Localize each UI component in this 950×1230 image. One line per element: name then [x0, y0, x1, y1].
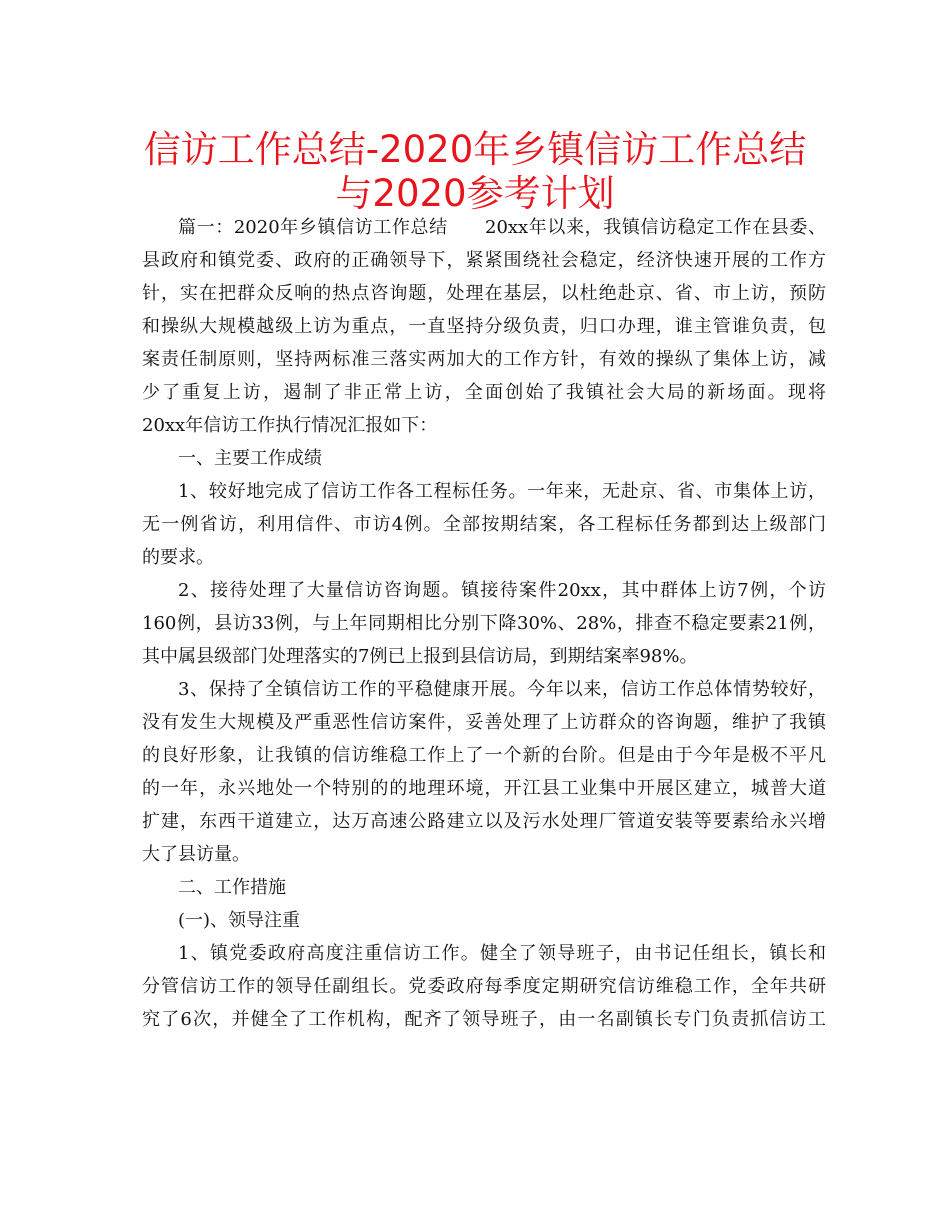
body-text-line: 1、镇党委政府高度注重信访工作。健全了领导班子，由书记任组长，镇长和	[178, 943, 826, 964]
body-text-line: 3、保持了全镇信访工作的平稳健康开展。今年以来，信访工作总体情势较好，	[178, 679, 826, 700]
body-text-line: 一、主要工作成绩	[178, 448, 322, 469]
body-text-line: 没有发生大规模及严重恶性信访案件，妥善处理了上访群众的咨询题，维护了我镇	[142, 712, 826, 733]
body-text-line: 二、工作措施	[178, 877, 286, 898]
body-text-line: 的一年，永兴地处一个特别的的地理环境，开江县工业集中开展区建立，城普大道	[142, 778, 826, 799]
body-text-line: 县政府和镇党委、政府的正确领导下，紧紧围绕社会稳定，经济快速开展的工作方	[142, 250, 826, 271]
body-text-line: 大了县访量。	[142, 844, 250, 865]
body-text-line: 案责任制原则，坚持两标准三落实两加大的工作方针，有效的操纵了集体上访，减	[142, 349, 826, 370]
body-text-line: 其中属县级部门处理落实的7例已上报到县信访局，到期结案率98%。	[142, 646, 698, 667]
body-text-line: 究了6次，并健全了工作机构，配齐了领导班子，由一名副镇长专门负责抓信访工	[142, 1009, 826, 1030]
body-text-line: 和操纵大规模越级上访为重点，一直坚持分级负责，归口办理，谁主管谁负责，包	[142, 316, 826, 337]
body-text-line: 少了重复上访，遏制了非正常上访，全面创始了我镇社会大局的新场面。现将	[142, 382, 826, 403]
body-text-line: 无一例省访，利用信件、市访4例。全部按期结案，各工程标任务都到达上级部门	[142, 514, 826, 535]
body-text-line: 扩建，东西干道建立，达万高速公路建立以及污水处理厂管道安装等要素给永兴增	[142, 811, 826, 832]
body-text-line: 分管信访工作的领导任副组长。党委政府每季度定期研究信访维稳工作，全年共研	[142, 976, 826, 997]
body-text-line: 的良好形象，让我镇的信访维稳工作上了一个新的台阶。但是由于今年是极不平凡	[142, 745, 826, 766]
body-text-line: 篇一：2020年乡镇信访工作总结 20xx年以来，我镇信访稳定工作在县委、	[178, 217, 826, 238]
body-text-line: 针，实在把群众反响的热点咨询题，处理在基层，以杜绝赴京、省、市上访，预防	[142, 283, 826, 304]
body-text-line: 160例，县访33例，与上年同期相比分别下降30%、28%，排查不稳定要素21例，	[142, 613, 826, 634]
body-text-line: 20xx年信访工作执行情况汇报如下：	[142, 415, 438, 436]
body-text-line: 1、较好地完成了信访工作各工程标任务。一年来，无赴京、省、市集体上访，	[178, 481, 826, 502]
body-text-line: 2、接待处理了大量信访咨询题。镇接待案件20xx，其中群体上访7例，个访	[178, 580, 826, 601]
body-text-line: 的要求。	[142, 547, 214, 568]
document-body	[142, 211, 826, 1036]
document-title-line-2: 与2020参考计划	[335, 172, 615, 215]
body-text-line: (一)、领导注重	[178, 910, 301, 931]
document-title-line-1: 信访工作总结-2020年乡镇信访工作总结	[143, 128, 807, 171]
